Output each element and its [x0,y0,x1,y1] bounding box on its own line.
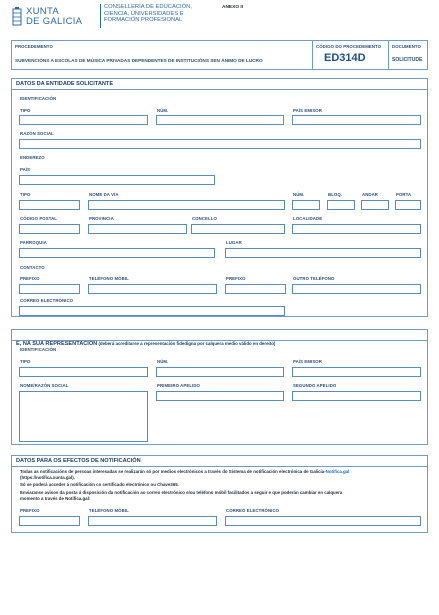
andar-field[interactable] [361,200,389,210]
procedure-code-label: CÓDIGO DO PROCEDEMENTO [316,44,382,49]
brand-line1: XUNTA [26,6,59,17]
notification-line4-text: Enviaranse avisos da posta á disposición da notificación ao correo electrónico e/ou teléfono móbil facilitados a seguir e que poderán cambiar en calquera [20,490,343,495]
dept-line1: CONSELLERÍA DE EDUCACIÓN, [104,4,192,10]
prefixo-field[interactable] [19,284,80,294]
parroquia-label: PARROQUIA [20,240,47,245]
nome-via-field[interactable] [88,200,285,210]
procedure-box [11,40,428,70]
procedure-divider-2 [388,41,389,70]
notification-title: DATOS PARA OS EFECTOS DE NOTIFICACIÓN [16,458,141,464]
document-value: SOLICITUDE [392,57,423,63]
contacto-label: CONTACTO [20,265,45,270]
porta-label: PORTA [396,192,412,197]
tipo-field[interactable] [19,115,148,125]
correo-label: CORREO ELECTRÓNICO [20,298,74,303]
xunta-logo [12,6,102,28]
prefixo-label: PREFIXO [20,276,40,281]
localidade-label: LOCALIDADE [293,216,323,221]
parroquia-field[interactable] [19,248,215,258]
andar-label: ANDAR [362,192,379,197]
procedure-label: PROCEDEMENTO [15,44,53,49]
outro-telefono-label: OUTRO TELÉFONO [293,276,335,281]
rep-num-label: NÚM. [157,359,169,364]
notification-title-underline [12,466,427,467]
porta-field[interactable] [395,200,421,210]
procedure-code-value: ED314D [324,52,366,64]
entity-title-underline [12,89,427,90]
provincia-label: PROVINCIA [89,216,114,221]
identification-label: IDENTIFICACIÓN [20,96,57,101]
bloq-field[interactable] [327,200,355,210]
prefixo2-label: PREFIXO [226,276,246,281]
notification-line2-text: (https://notifica.xunta.gal). [20,475,75,480]
rep-tipo-field[interactable] [19,367,148,377]
representative-section [11,329,428,445]
correo-field[interactable] [19,306,285,316]
rep-identification-label: IDENTIFICACIÓN [20,347,57,352]
enderezo-label: ENDEREZO [20,155,45,160]
representative-title: E, NA SÚA REPRESENTACIÓN [16,341,98,347]
notif-prefixo-field[interactable] [19,516,80,526]
notif-correo-field[interactable] [225,516,421,526]
entity-section-title: DATOS DA ENTIDADE SOLICITANTE [16,81,114,87]
rep-nome-razon-label: NOME/RAZÓN SOCIAL [20,383,69,388]
concello-label: CONCELLO [192,216,217,221]
dept-line2: CIENCIA, UNIVERSIDADES E [104,10,184,17]
rep-segundo-apelido-label: SEGUNDO APELIDO [293,383,337,388]
num-label: NÚM. [157,108,169,113]
nome-via-label: NOME DA VÍA [89,192,119,197]
rep-segundo-apelido-field[interactable] [292,391,421,401]
num-field[interactable] [156,115,284,125]
notification-section [11,455,428,533]
notification-line5 [20,496,90,502]
header-divider [100,4,101,28]
procedure-value: SUBVENCIÓNS A ESCOLAS DE MÚSICA PRIVADAS DEPENDENTES DE INSTITUCIÓNS SEN ÁNIMO DE LUCRO [15,58,263,63]
pais-emisor-field[interactable] [292,115,421,125]
bloq-label: BLOQ. [328,192,343,197]
rep-pais-emisor-field[interactable] [292,367,421,377]
rep-pais-emisor-label: PAÍS EMISOR [293,359,322,364]
rep-nome-razon-field[interactable] [19,391,148,442]
pais-label: PAÍS [20,167,31,172]
procedure-divider-1 [312,41,313,70]
notif-telefono-movil-field[interactable] [88,516,217,526]
lugar-label: LUGAR [226,240,242,245]
codigo-postal-label: CÓDIGO POSTAL [20,216,58,221]
prefixo2-field[interactable] [225,284,286,294]
codigo-postal-field[interactable] [19,224,80,234]
entity-section [11,78,428,317]
lugar-field[interactable] [225,248,421,258]
notification-line1-text: Todas as notificacións de persoas interesadas se realizarán só por medios electrónicos a través do Sistema de notificación electrónica de Galicia- [20,469,326,474]
notification-line5-text: momento a través de Notifica.gal: [20,496,91,501]
pais-emisor-label: PAÍS EMISOR [293,108,322,113]
localidade-field[interactable] [292,224,421,234]
galicia-shield-icon [12,7,22,27]
rep-primeiro-apelido-label: PRIMEIRO APELIDO [157,383,200,388]
rep-primeiro-apelido-field[interactable] [156,391,284,401]
representative-title-note: (deberá acreditarse a representación fidedigna por calquera medio válido en dereito) [97,341,276,346]
telefono-movil-field[interactable] [88,284,217,294]
notification-line3-text: Só se poderá acceder á notificación co certificado electrónico ou Chave365. [20,482,179,487]
rep-num-field[interactable] [156,367,284,377]
razon-social-label: RAZÓN SOCIAL [20,131,54,136]
annex-label: ANEXO II [222,5,244,10]
tipo-via-label: TIPO [20,192,31,197]
telefono-movil-label: TELÉFONO MÓBIL [89,276,129,281]
pais-field[interactable] [19,175,215,185]
num-via-field[interactable] [292,200,320,210]
outro-telefono-field[interactable] [292,284,421,294]
notifica-link[interactable]: Notifica.gal [325,469,350,474]
representative-title-underline [12,340,427,341]
tipo-via-field[interactable] [19,200,80,210]
brand-line2: DE GALICIA [26,16,83,27]
tipo-label: TIPO [20,108,31,113]
dept-line3: FORMACIÓN PROFESIONAL [104,17,183,24]
notif-correo-label: CORREO ELECTRÓNICO [226,508,280,513]
notif-prefixo-label: PREFIXO [20,508,40,513]
rep-tipo-label: TIPO [20,359,31,364]
document-label: DOCUMENTO [392,44,421,49]
provincia-field[interactable] [88,224,187,234]
notif-telefono-movil-label: TELÉFONO MÓBIL [89,508,129,513]
notification-line3 [20,482,179,488]
department-name [104,4,192,24]
notification-line2 [20,475,75,481]
concello-field[interactable] [191,224,285,234]
num-via-label: NÚM. [293,192,305,197]
razon-social-field[interactable] [19,139,421,149]
